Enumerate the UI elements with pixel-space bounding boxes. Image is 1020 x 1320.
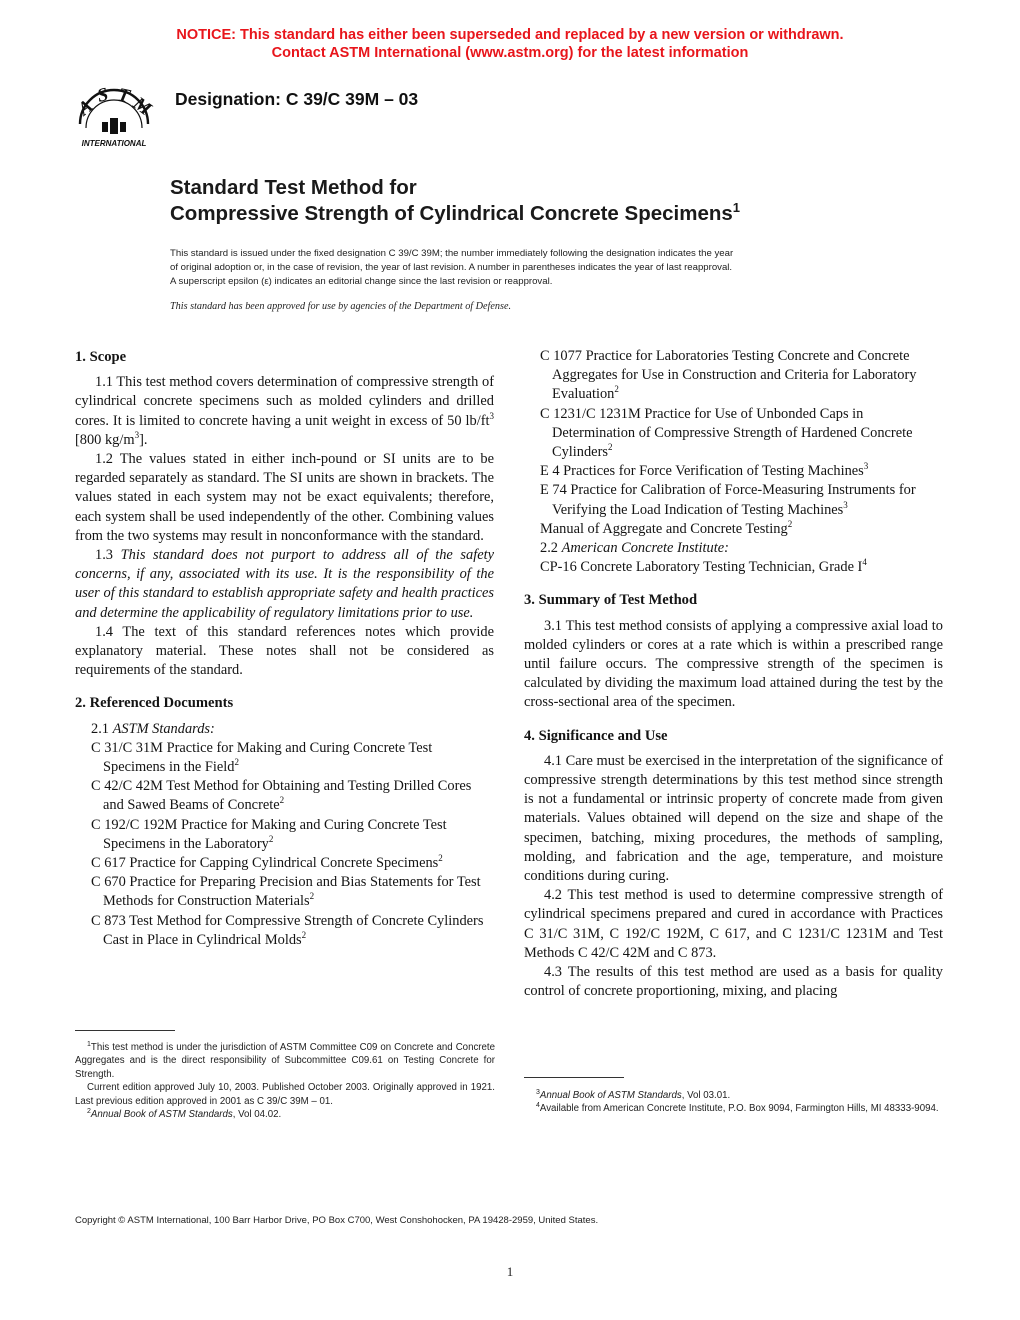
reference-item: E 4 Practices for Force Verification of Testing Machines$^3$ — [540, 461, 869, 480]
paragraph-4-3: 4.3 The results of this test method are used as a basis for quality control of concrete proportioning, mixing, and placing — [524, 964, 943, 1000]
section-heading-scope: 1. Scope — [75, 349, 127, 365]
paragraph-3-1: 3.1 This test method consists of applying a compressive axial load to molded cylinders or cores at a rate which is within a prescribed range until failure occurs. The compressive strength of the specimen is calculated by dividing the maximum load attained during the test by the cross-sectional area of the specimen. — [524, 617, 943, 711]
dod-approval-note: This standard has been approved for use by agencies of the Department of Defense. — [170, 301, 512, 312]
footnote-rule-right — [524, 1077, 624, 1078]
title-line-1: Standard Test Method for — [170, 176, 417, 199]
paragraph-4-1: 4.1 Care must be exercised in the interpretation of the significance of compressive strength determinations by this test method since strength is not a fundamental or intrinsic property of concrete made from given materials. Values obtained will depend on the size and shape of the specimen, batching, mixing procedures, the methods of sampling, molding, and fabrication and the age, temperature, and moisture conditions during curing. — [524, 752, 943, 885]
paragraph-1-1: 1.1 This test method covers determination of compressive strength of cylindrical concrete specimens such as molded cylinders and drilled cores. It is limited to concrete having a unit weight in excess of 50 $lb/ft^3$ [800 $kg/m^3$]. — [75, 374, 494, 448]
astm-logo — [66, 76, 162, 148]
reference-item: C 42/C 42M Test Method for Obtaining and Testing Drilled Cores and Sawed Beams of Concrete$^2$ — [91, 778, 472, 814]
subsection-aci: 2.2 American Concrete Institute: — [540, 540, 729, 557]
logo-letter-a: A — [74, 95, 98, 120]
title-line-2: Compressive Strength of Cylindrical Concrete Specimens$^1$ — [170, 200, 741, 225]
notice-line-2: Contact ASTM International (www.astm.org) for the latest information — [271, 45, 749, 61]
logo-letter-s: S — [95, 83, 111, 107]
paragraph-1-4: 1.4 The text of this standard references notes which provide explanatory material. These notes shall not be considered as requirements of the standard. — [75, 623, 494, 679]
footnote-1: $^1$This test method is under the jurisdiction of ASTM Committee C09 on Concrete and Concrete Aggregates and is the direct responsibility of Subcommittee C09.61 on Testing Concrete for Strength. — [75, 1041, 495, 1080]
reference-item: C 617 Practice for Capping Cylindrical Concrete Specimens$^2$ — [91, 853, 443, 872]
footnote-3: $^3$Annual Book of ASTM Standards, Vol 03.01. — [536, 1089, 731, 1101]
right-column — [524, 347, 943, 1002]
section-heading-significance: 4. Significance and Use — [524, 727, 668, 744]
subsection-astm-standards: 2.1 ASTM Standards: — [91, 720, 215, 737]
footnote-4: $^4$Available from American Concrete Institute, P.O. Box 9094, Farmington Hills, MI 48333-9094. — [536, 1102, 939, 1115]
section-heading-summary: 3. Summary of Test Method — [524, 592, 698, 609]
footnotes-left — [75, 1041, 495, 1121]
withdrawal-notice — [0, 26, 1020, 62]
paragraph-1-3: 1.3 This standard does not purport to address all of the safety concerns, if any, associated with its use. It is the responsibility of the user of this standard to establish appropriate safety and health practices and determine the applicability of regulatory limitations prior to use. — [75, 547, 494, 621]
footnotes-right — [524, 1089, 944, 1116]
paragraph-4-2: 4.2 This test method is used to determine compressive strength of cylindrical specimens prepared and cured in accordance with Practices C 31/C 31M, C 192/C 192M, C 617, and C 1231/C 1231M and Test Methods C 42/C 42M and C 873. — [524, 887, 943, 961]
page-number: 1 — [506, 1264, 514, 1279]
copyright: Copyright © ASTM International, 100 Barr Harbor Drive, PO Box C700, West Conshohocken, PA 19428-2959, United States. — [75, 1215, 599, 1226]
reference-item: C 1077 Practice for Laboratories Testing Concrete and Concrete Aggregates for Use in Construction and Criteria for Laboratory Evaluation$^2$ — [540, 348, 917, 403]
notice-line-1: NOTICE: This standard has either been superseded and replaced by a new version or withdrawn. — [176, 27, 844, 43]
reference-aci: CP-16 Concrete Laboratory Testing Technician, Grade $I^4$ — [540, 557, 867, 576]
reference-item: C 192/C 192M Practice for Making and Curing Concrete Test Specimens in the Laboratory$^2$ — [91, 816, 447, 852]
reference-item: C 873 Test Method for Compressive Strength of Concrete Cylinders Cast in Place in Cylindrical Molds$^2$ — [91, 912, 484, 948]
reference-item: C 1231/C 1231M Practice for Use of Unbonded Caps in Determination of Compressive Strength of Hardened Concrete Cylinders$^2$ — [540, 405, 913, 461]
issuance-note: This standard is issued under the fixed designation C 39/C 39M; the number immediately following the designation indicates the year of original adoption or, in the case of revision, the year of last revision. A number in parentheses indicates the year of last reapproval. A superscript epsilon (ε) indicates an editorial change since the last revision or reapproval. — [170, 248, 734, 288]
document-title — [170, 175, 740, 227]
reference-manual: Manual of Aggregate and Concrete Testing$^2$ — [540, 518, 793, 537]
footnote-1-edition: Current edition approved July 10, 2003. Published October 2003. Originally approved in 1921. Last previous edition approved in 2001 as C 39/C 39M – 01. — [75, 1082, 495, 1107]
reference-item: E 74 Practice for Calibration of Force-Measuring Instruments for Verifying the Load Indication of Testing Machines$^3$ — [540, 482, 916, 518]
left-column — [75, 347, 494, 950]
reference-item: C 31/C 31M Practice for Making and Curing Concrete Test Specimens in the Field$^2$ — [91, 739, 433, 776]
paragraph-1-2: 1.2 The values stated in either inch-pound or SI units are to be regarded separately as standard. The SI units are shown in brackets. The values stated in each system may not be exact equivalents; therefore, each system shall be used independently of the other. Combining values from the two systems may result in nonconformance with the standard. — [75, 451, 494, 544]
logo-letter-t: T — [115, 84, 132, 108]
footnote-2: $^2$Annual Book of ASTM Standards, Vol 04.02. — [87, 1108, 282, 1121]
reference-item: C 670 Practice for Preparing Precision and Bias Statements for Test Methods for Construction Materials$^2$ — [91, 874, 481, 910]
logo-letter-m: M — [129, 93, 156, 120]
logo-subtext: INTERNATIONAL — [81, 139, 147, 148]
designation: Designation: C 39/C 39M – 03 — [175, 89, 419, 109]
section-heading-referenced-documents: 2. Referenced Documents — [75, 695, 234, 712]
footnote-rule-left — [75, 1030, 175, 1031]
